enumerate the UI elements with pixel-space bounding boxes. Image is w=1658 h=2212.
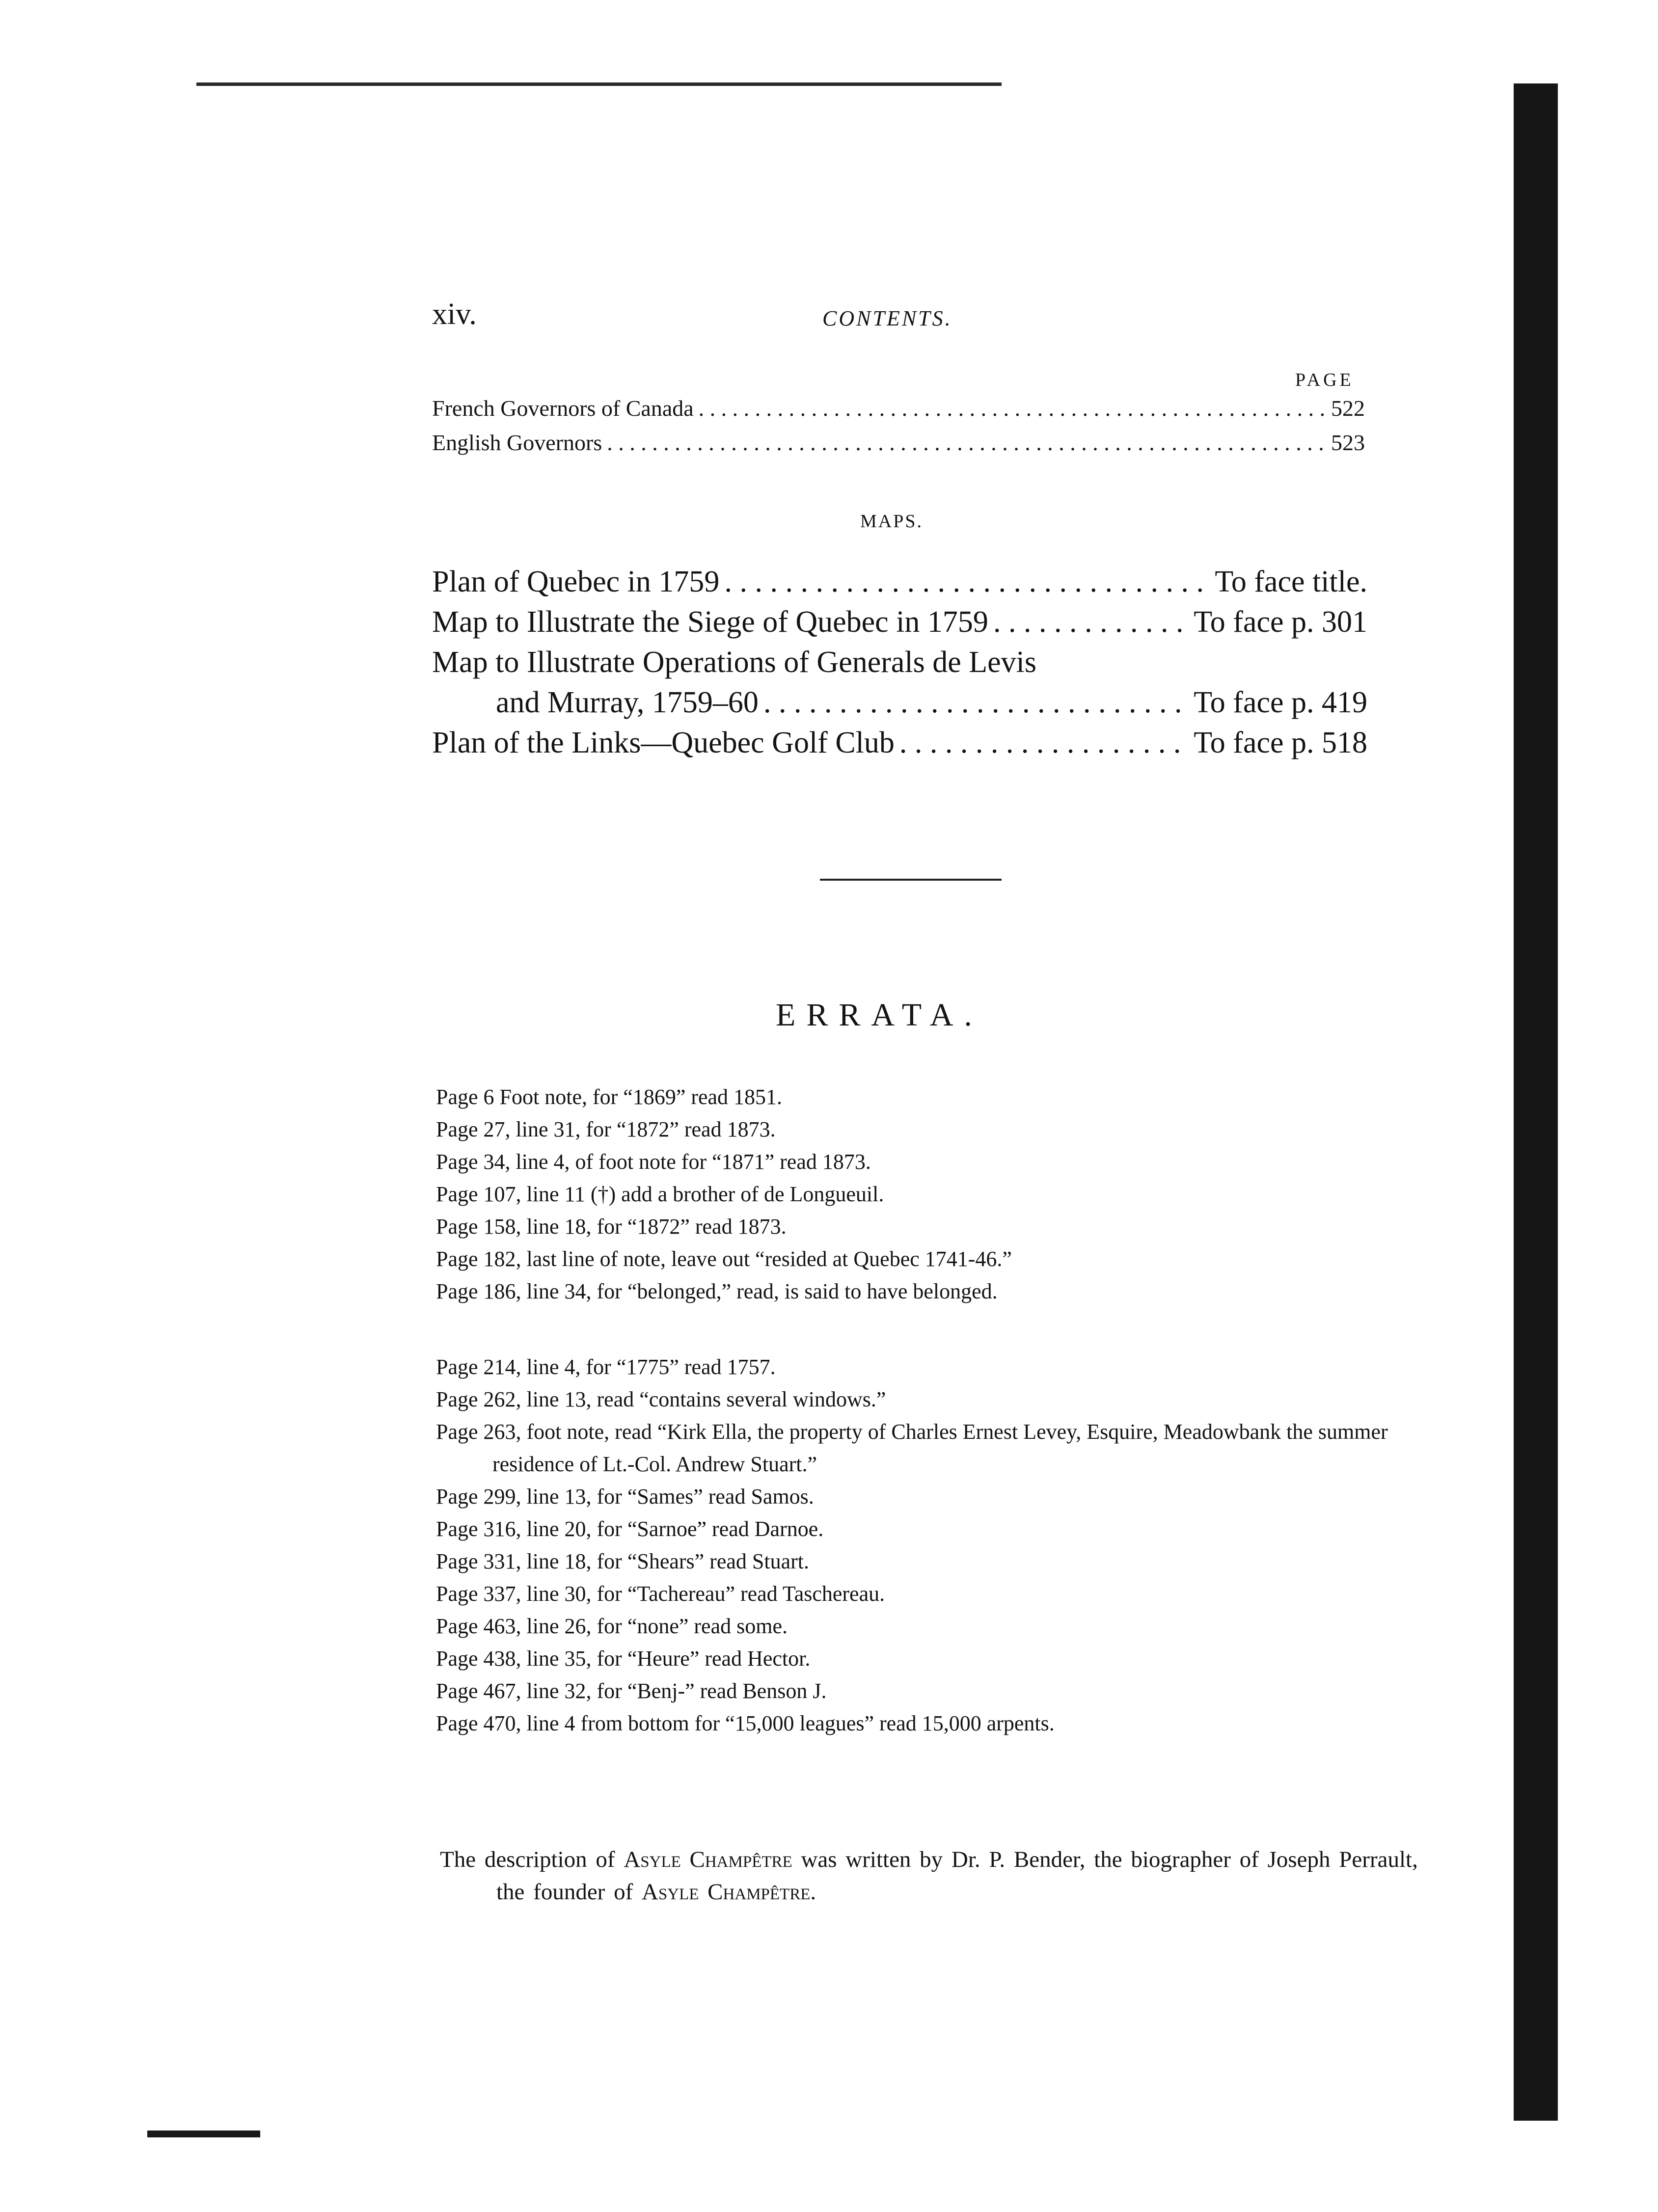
errata-item: Page 316, line 20, for “Sarnoe” read Darnoe.	[436, 1517, 824, 1541]
dot-leader	[899, 726, 1189, 760]
errata-item: Page 214, line 4, for “1775” read 1757.	[436, 1355, 776, 1379]
map-entry	[432, 645, 1367, 685]
errata-item: Page 158, line 18, for “1872” read 1873.	[436, 1214, 787, 1239]
errata-item: Page 262, line 13, read “contains several windows.”	[436, 1387, 886, 1411]
dot-leader	[607, 430, 1326, 456]
attribution-note	[440, 1843, 1432, 1908]
scan-edge-bar	[1514, 83, 1558, 2121]
map-entry	[432, 565, 1367, 605]
errata-item: Page 182, last line of note, leave out “resided at Quebec 1741-46.”	[436, 1247, 1012, 1271]
errata-item: Page 331, line 18, for “Shears” read Stuart.	[436, 1549, 809, 1573]
contents-entry-page: 522	[1331, 396, 1365, 421]
errata-item: Page 337, line 30, for “Tachereau” read Taschereau.	[436, 1582, 885, 1606]
note-suffix: .	[810, 1879, 816, 1905]
errata-item: Page 263, foot note, read “Kirk Ella, the property of Charles Ernest Levey, Esquire, Meadowbank the summer residence of Lt.-Col. Andrew Stuart.”	[436, 1420, 1388, 1476]
contents-entry-title: French Governors of Canada	[432, 396, 694, 421]
note-subject-2: Asyle Champêtre	[641, 1879, 811, 1905]
contents-entry	[432, 430, 1365, 464]
errata-item: Page 438, line 35, for “Heure” read Hector.	[436, 1646, 811, 1671]
map-entry	[432, 726, 1367, 766]
dot-leader	[699, 395, 1326, 421]
map-entry-title: and Murray, 1759–60	[496, 686, 759, 719]
page-number: xiv.	[432, 297, 477, 331]
map-entry-title: Plan of the Links—Quebec Golf Club	[432, 726, 895, 759]
map-entry-page: To face p. 419	[1194, 686, 1367, 719]
contents-entry-title: English Governors	[432, 430, 602, 455]
map-entry-page: To face p. 518	[1194, 726, 1367, 759]
dot-leader	[724, 565, 1210, 599]
errata-list	[436, 1081, 1388, 1740]
errata-item: Page 6 Foot note, for “1869” read 1851.	[436, 1085, 783, 1109]
page-column-label: PAGE	[1295, 370, 1354, 390]
section-divider	[820, 879, 1002, 881]
dot-leader	[763, 685, 1189, 720]
note-middle: was written by Dr. P. Bender, the biographer of Joseph Perrault, the founder of	[496, 1847, 1418, 1905]
map-entry-title: Map to Illustrate the Siege of Quebec in 1759	[432, 605, 988, 639]
map-entry-page: To face p. 301	[1194, 605, 1367, 639]
errata-item: Page 27, line 31, for “1872” read 1873.	[436, 1117, 776, 1141]
maps-list	[432, 565, 1367, 766]
top-rule	[196, 82, 1002, 86]
scan-corner-mark	[147, 2131, 260, 2137]
errata-item: Page 186, line 34, for “belonged,” read, is said to have belonged.	[436, 1279, 998, 1303]
contents-entry-page: 523	[1331, 430, 1365, 455]
errata-item: Page 299, line 13, for “Sames” read Samos.	[436, 1484, 814, 1509]
note-subject: Asyle Champêtre	[624, 1847, 792, 1872]
errata-heading: ERRATA.	[776, 997, 983, 1033]
map-entry-title: Plan of Quebec in 1759	[432, 565, 720, 598]
contents-entry	[432, 395, 1365, 430]
dot-leader	[993, 605, 1189, 640]
errata-gap	[436, 1308, 1379, 1351]
errata-item: Page 470, line 4 from bottom for “15,000 leagues” read 15,000 arpents.	[436, 1711, 1055, 1735]
errata-item: Page 107, line 11 (†) add a brother of de Longueuil.	[436, 1182, 884, 1206]
errata-item: Page 467, line 32, for “Benj-” read Benson J.	[436, 1679, 827, 1703]
errata-item: Page 463, line 26, for “none” read some.	[436, 1614, 788, 1638]
page-header	[432, 297, 1365, 341]
errata-item: Page 34, line 4, of foot note for “1871” read 1873.	[436, 1150, 871, 1174]
note-prefix: The description of	[440, 1847, 615, 1872]
map-entry-page: To face title.	[1215, 565, 1367, 598]
map-entry-title: Map to Illustrate Operations of Generals de Levis	[432, 646, 1037, 679]
map-entry-continuation	[432, 685, 1367, 726]
map-entry	[432, 605, 1367, 645]
running-title: CONTENTS.	[822, 306, 952, 330]
maps-heading: MAPS.	[860, 511, 923, 532]
contents-list	[432, 395, 1365, 464]
